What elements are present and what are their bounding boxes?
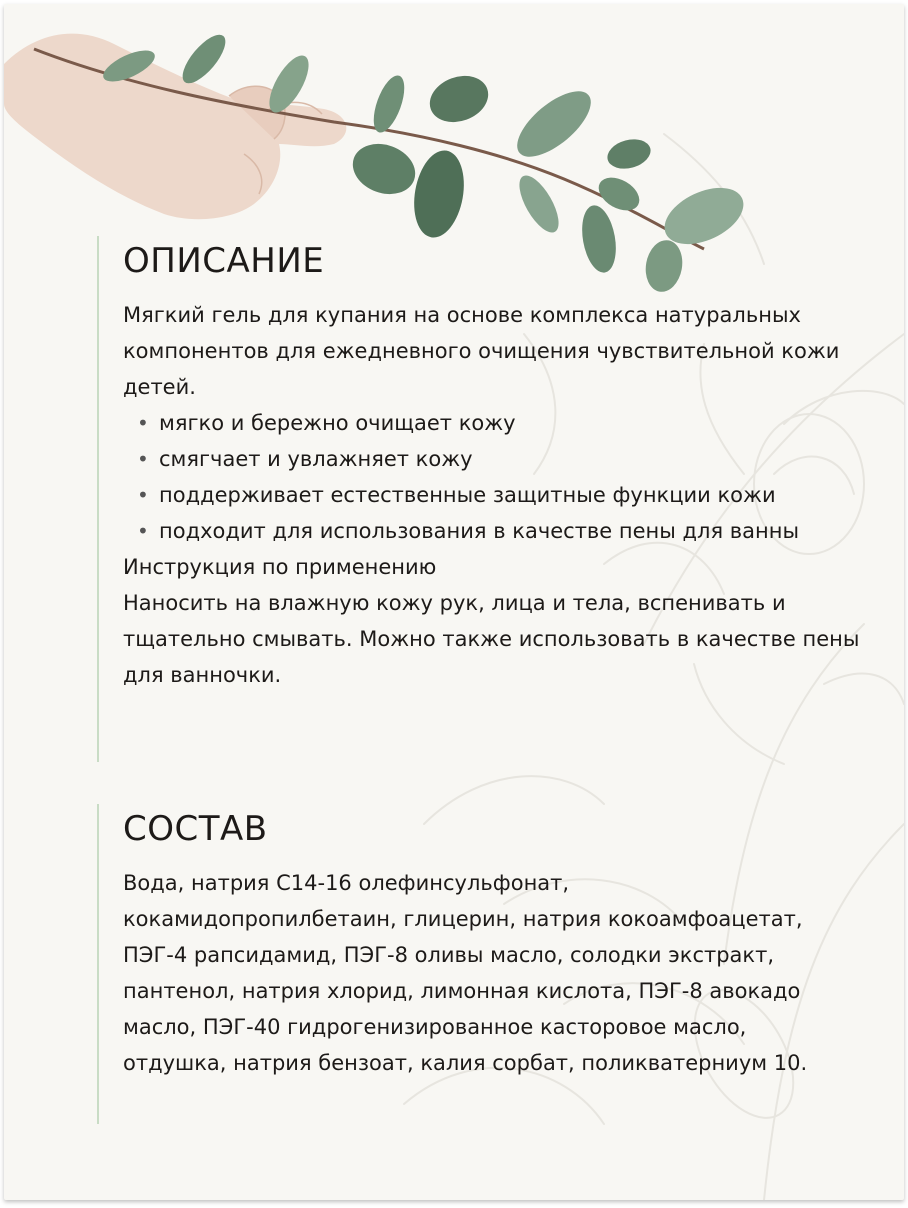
- benefit-item: • смягчает и увлажняет кожу: [123, 441, 863, 477]
- bullet-icon: •: [137, 519, 149, 543]
- benefit-item: • поддерживает естественные защитные функции кожи: [123, 477, 863, 513]
- product-info-card: [4, 4, 904, 1200]
- composition-title: СОСТАВ: [123, 809, 268, 849]
- instructions-heading: Инструкция по применению: [123, 555, 437, 579]
- composition-text: Вода, натрия С14-16 олефинсульфонат, кокамидопропилбетаин, глицерин, натрия кокоамфоацетат, ПЭГ-4 рапсидамид, ПЭГ-8 оливы масло, солодки экстракт, пантенол, натрия хлорид, лимонная кислота, ПЭГ-8 авокадо масло, ПЭГ-40 гидрогенизированное касторовое масло, отдушка, натрия бензоат, калия сорбат, поликватерниум 10.: [123, 871, 808, 1075]
- benefit-item: • мягко и бережно очищает кожу: [123, 405, 863, 441]
- bullet-icon: •: [137, 483, 149, 507]
- instructions-text: Наносить на влажную кожу рук, лица и тела, вспенивать и тщательно смывать. Можно также использовать в качестве пены для ванночки.: [123, 591, 860, 687]
- benefit-item: • подходит для использования в качестве пены для ванны: [123, 513, 863, 549]
- composition-section: [97, 804, 863, 1124]
- description-intro: Мягкий гель для купания на основе комплекса натуральных компонентов для ежедневного очищения чувствительной кожи детей.: [123, 303, 840, 399]
- description-section: [97, 236, 863, 762]
- description-title: ОПИСАНИЕ: [123, 241, 325, 281]
- bullet-icon: •: [137, 411, 149, 435]
- bullet-icon: •: [137, 447, 149, 471]
- benefits-list: [123, 405, 863, 549]
